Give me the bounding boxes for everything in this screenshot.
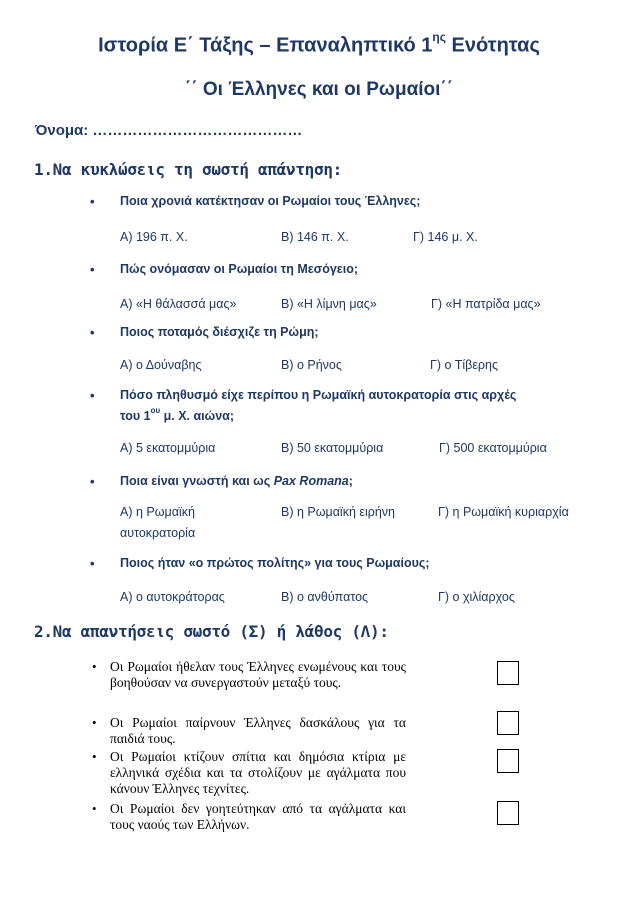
question-text: Πόσο πληθυσμό είχε περίπου η Ρωμαϊκή αυτοκρατορία στις αρχές bbox=[120, 388, 517, 402]
answer-box-3[interactable] bbox=[497, 749, 519, 773]
bullet: • bbox=[90, 474, 95, 489]
answer-option-a[interactable]: Α) ο Δούναβης bbox=[120, 358, 202, 372]
answer-option-c[interactable]: Γ) ο χιλίαρχος bbox=[438, 590, 515, 604]
statement-text: Οι Ρωμαίοι κτίζουν σπίτια και δημόσια κτίρια με ελληνικά σχέδια και τα στολίζουν με αγάλματα που κάνουν Έλληνες τεχνίτες. bbox=[110, 749, 406, 796]
bullet: • bbox=[90, 262, 95, 277]
answer-option-a[interactable]: Α) 5 εκατομμύρια bbox=[120, 441, 216, 455]
answer-option-b[interactable]: Β) 50 εκατομμύρια bbox=[281, 441, 384, 455]
question-text: Ποια χρονιά κατέκτησαν οι Ρωμαίοι τους Έλληνες; bbox=[120, 194, 421, 208]
answer-option-c[interactable]: Γ) ο Τίβερης bbox=[430, 358, 498, 372]
statement-text: Οι Ρωμαίοι παίρνουν Έλληνες δασκάλους για τα παιδιά τους. bbox=[110, 715, 406, 746]
question-text bbox=[120, 474, 353, 488]
answer-option-c[interactable]: Γ) η Ρωμαϊκή κυριαρχία bbox=[438, 505, 569, 519]
answer-option-c[interactable]: Γ) «Η πατρίδα μας» bbox=[431, 297, 541, 311]
statement-text: Οι Ρωμαίοι ήθελαν τους Έλληνες ενωμένους και τους βοηθούσαν να συνεργαστούν μεταξύ τους. bbox=[110, 659, 406, 690]
question-text-part: Ποια είναι γνωστή και ως bbox=[120, 474, 274, 488]
question-text-italic: Pax Romana bbox=[273, 474, 349, 488]
statement-text: Οι Ρωμαίοι δεν γοητεύτηκαν από τα αγάλματα και τους ναούς των Ελλήνων. bbox=[110, 801, 406, 832]
question-text-part: του 1 bbox=[120, 409, 151, 424]
answer-option-b[interactable]: Β) ο ανθύπατος bbox=[281, 590, 369, 604]
bullet: • bbox=[90, 556, 95, 571]
question-text-line-2 bbox=[120, 408, 234, 423]
question-text: Ποιος ποταμός διέσχιζε τη Ρώμη; bbox=[120, 325, 319, 339]
title-superscript: ης bbox=[432, 30, 446, 44]
ordinal-superscript: ου bbox=[150, 406, 161, 415]
answer-option-c[interactable]: Γ) 146 μ. Χ. bbox=[413, 230, 478, 244]
answer-option-a[interactable]: Α) ο αυτοκράτορας bbox=[120, 590, 225, 604]
bullet: • bbox=[90, 194, 95, 209]
answer-option-c[interactable]: Γ) 500 εκατομμύρια bbox=[439, 441, 547, 455]
question-text: Ποιος ήταν «ο πρώτος πολίτης» για τους Ρωμαίους; bbox=[120, 556, 430, 570]
answer-option-b[interactable]: Β) 146 π. Χ. bbox=[281, 230, 349, 244]
bullet: • bbox=[90, 388, 95, 403]
answer-option-b[interactable]: Β) η Ρωμαϊκή ειρήνη bbox=[281, 505, 395, 519]
worksheet-title bbox=[0, 30, 638, 58]
bullet: • bbox=[92, 801, 97, 816]
answer-option-a-continued[interactable]: αυτοκρατορία bbox=[120, 526, 196, 540]
question-text-part: ; bbox=[348, 474, 353, 488]
answer-option-b[interactable]: Β) «Η λίμνη μας» bbox=[281, 297, 377, 311]
answer-option-a[interactable]: Α) 196 π. Χ. bbox=[120, 230, 188, 244]
question-text-part: μ. Χ. αιώνα; bbox=[160, 409, 234, 424]
answer-option-a[interactable]: Α) η Ρωμαϊκή bbox=[120, 505, 195, 519]
bullet: • bbox=[92, 715, 97, 730]
bullet: • bbox=[92, 659, 97, 674]
answer-box-1[interactable] bbox=[497, 661, 519, 685]
answer-box-2[interactable] bbox=[497, 711, 519, 735]
answer-box-4[interactable] bbox=[497, 801, 519, 825]
section-1-heading: 1.Να κυκλώσεις τη σωστή απάντηση: bbox=[34, 160, 342, 179]
answer-option-a[interactable]: Α) «Η θάλασσά μας» bbox=[120, 297, 237, 311]
question-text: Πώς ονόμασαν οι Ρωμαίοι τη Μεσόγειο; bbox=[120, 262, 359, 276]
answer-option-b[interactable]: Β) ο Ρήνος bbox=[281, 358, 342, 372]
bullet: • bbox=[92, 749, 97, 764]
name-field-line: Όνομα: …………………………………… bbox=[35, 122, 303, 139]
section-2-heading: 2.Να απαντήσεις σωστό (Σ) ή λάθος (Λ): bbox=[34, 622, 389, 641]
bullet: • bbox=[90, 325, 95, 340]
title-text-end: Ενότητας bbox=[445, 34, 540, 57]
title-text: Ιστορία Ε΄ Τάξης – Επαναληπτικό 1 bbox=[98, 34, 433, 57]
worksheet-subtitle: ΄΄ Οι Έλληνες και οι Ρωμαίοι΄΄ bbox=[184, 79, 454, 100]
